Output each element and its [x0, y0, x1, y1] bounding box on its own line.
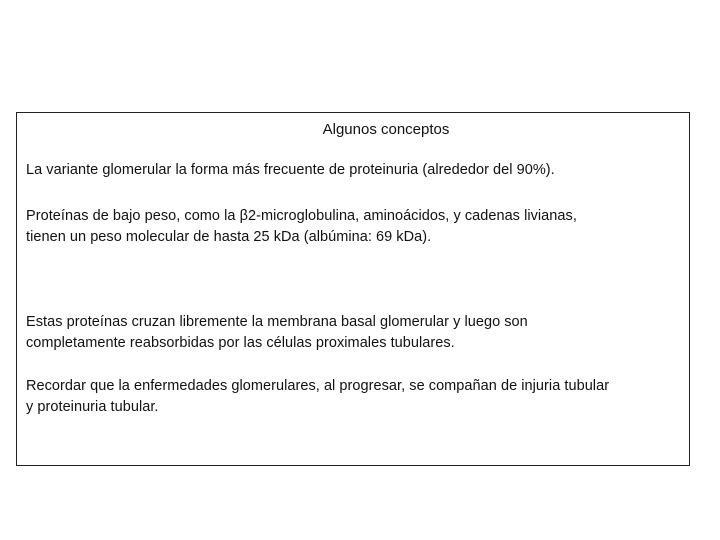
concepts-text-box [16, 112, 690, 466]
paragraph-line: Estas proteínas cruzan libremente la membrana basal glomerular y luego son [26, 314, 528, 330]
paragraph-line: La variante glomerular la forma más frecuente de proteinuria (alrededor del 90%). [26, 162, 555, 178]
paragraph-line: Proteínas de bajo peso, como la β2-microglobulina, aminoácidos, y cadenas livianas, [26, 208, 577, 224]
paragraph-line: y proteinuria tubular. [26, 399, 159, 415]
paragraph-line: tienen un peso molecular de hasta 25 kDa (albúmina: 69 kDa). [26, 229, 432, 245]
paragraph-low-weight-proteins [26, 206, 686, 248]
paragraph-line: completamente reabsorbidas por las células proximales tubulares. [26, 335, 455, 351]
paragraph-glomerular-variant [26, 160, 686, 181]
paragraph-glomerular-diseases [26, 376, 686, 418]
paragraph-basal-membrane [26, 312, 686, 354]
paragraph-line: Recordar que la enfermedades glomerulares, al progresar, se compañan de injuria tubular [26, 378, 610, 394]
box-title: Algunos conceptos [322, 121, 450, 138]
